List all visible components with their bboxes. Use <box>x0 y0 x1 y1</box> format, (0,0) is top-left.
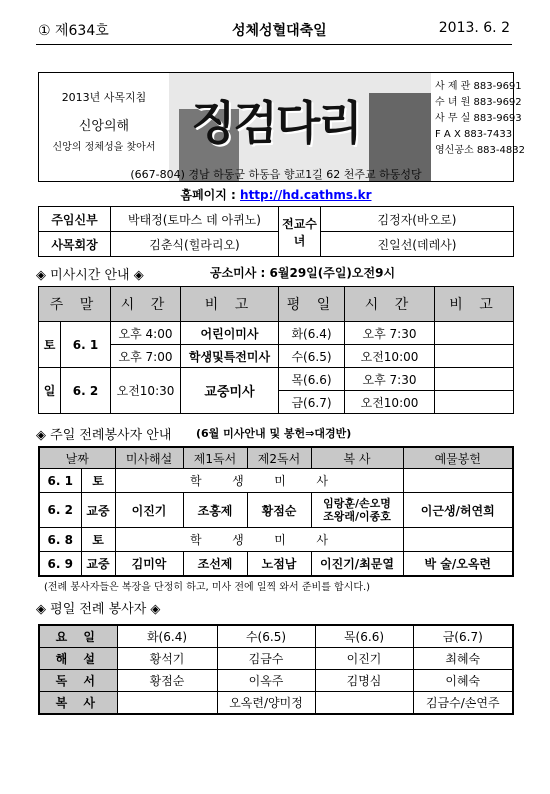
weekday-fri: 금(6.7) <box>279 391 345 414</box>
serve-row4-commentary: 김미악 <box>115 552 183 577</box>
header-note-2: 비 고 <box>435 287 514 322</box>
serve-header-date: 날짜 <box>39 447 115 469</box>
week-reading-wed: 이옥주 <box>217 670 315 692</box>
homepage-line <box>38 186 514 203</box>
week-row-commentary-label: 해 설 <box>39 648 117 670</box>
weekday-wed: 수(6.5) <box>279 345 345 368</box>
sat-note-2: 학생및특전미사 <box>181 345 279 368</box>
weekday-thu: 목(6.6) <box>279 368 345 391</box>
week-reading-tue: 황점순 <box>117 670 217 692</box>
serve-row2-reading2: 황점순 <box>247 493 311 528</box>
newsletter-banner <box>169 73 431 181</box>
serve-header-altar: 복 사 <box>311 447 403 469</box>
weekday-tue-time: 오후 7:30 <box>345 322 435 345</box>
newsletter-title: 징검다리 <box>191 96 361 150</box>
serve-row4-offering: 박 술/오옥련 <box>403 552 513 577</box>
weekday-thu-time: 오후 7:30 <box>345 368 435 391</box>
header-weekday: 평 일 <box>279 287 345 322</box>
week-row-altar-label: 복 사 <box>39 692 117 715</box>
serve-row3-merged: 학 생 미 사 <box>115 528 403 552</box>
council-label: 사목회장 <box>39 232 111 257</box>
sun-note: 교중미사 <box>181 368 279 414</box>
sat-date: 6. 1 <box>61 322 111 368</box>
motto-box <box>39 73 170 181</box>
serve-row1-type: 토 <box>81 469 115 493</box>
week-commentary-fri: 최혜숙 <box>413 648 513 670</box>
council-name: 김춘식(힐라리오) <box>111 232 279 257</box>
week-header-day: 요 일 <box>39 625 117 648</box>
weekday-fri-note <box>435 391 514 414</box>
serve-row3-type: 토 <box>81 528 115 552</box>
mission-mass-notice: 공소미사 : 6월29일(주일)오전9시 <box>210 266 396 280</box>
serve-row1-offering <box>403 469 513 493</box>
serve-row2-reading1: 조홍제 <box>183 493 247 528</box>
serve-row1-merged: 학 생 미 사 <box>115 469 403 493</box>
serve-header-commentary: 미사해설 <box>115 447 183 469</box>
mass-section-title: ◈ 미사시간 안내 ◈ <box>36 268 144 283</box>
staff-table <box>38 206 514 257</box>
serve-section-title: ◈ 주일 전례봉사자 안내 <box>36 428 172 443</box>
mass-schedule-table <box>38 286 514 414</box>
weekday-wed-note <box>435 345 514 368</box>
weekday-tue-note <box>435 322 514 345</box>
header-time: 시 간 <box>111 287 181 322</box>
motto-sub: 신앙의 정체성을 찾아서 <box>52 142 156 153</box>
contact-fax: F A X 883-7433 <box>435 129 513 140</box>
weekday-wed-time: 오전10:00 <box>345 345 435 368</box>
sat-time-2: 오후 7:00 <box>111 345 181 368</box>
pastor-label: 주임신부 <box>39 207 111 232</box>
church-address: (667-804) 경남 하동군 하동읍 향교1길 62 천주교 하동성당 <box>130 168 422 181</box>
contact-office: 사 무 실 883-9693 <box>435 113 522 124</box>
pastor-name: 박태정(토마스 데 아퀴노) <box>111 207 279 232</box>
sat-day: 토 <box>39 322 61 368</box>
week-header-fri: 금(6.7) <box>413 625 513 648</box>
weekday-tue: 화(6.4) <box>279 322 345 345</box>
sun-time: 오전10:30 <box>111 368 181 414</box>
week-header-thu: 목(6.6) <box>315 625 413 648</box>
serve-note: (전례 봉사자들은 복장을 단정히 하고, 미사 전에 일찍 와서 준비를 합시다.) <box>44 582 371 593</box>
week-altar-tue <box>117 692 217 715</box>
sun-day: 일 <box>39 368 61 414</box>
serve-row4-reading1: 조선제 <box>183 552 247 577</box>
sat-time-1: 오후 4:00 <box>111 322 181 345</box>
serve-row1-date: 6. 1 <box>39 469 81 493</box>
serve-header-reading1: 제1독서 <box>183 447 247 469</box>
week-commentary-tue: 황석기 <box>117 648 217 670</box>
nun-label: 전교수녀 <box>279 207 321 257</box>
header-time-2: 시 간 <box>345 287 435 322</box>
contact-rectory: 사 제 관 883-9691 <box>435 81 522 92</box>
week-reading-fri: 이혜숙 <box>413 670 513 692</box>
week-altar-wed: 오옥련/양미정 <box>217 692 315 715</box>
week-header-tue: 화(6.4) <box>117 625 217 648</box>
weekday-thu-note <box>435 368 514 391</box>
weekday-fri-time: 오전10:00 <box>345 391 435 414</box>
motto-main: 신앙의해 <box>78 119 130 134</box>
week-altar-thu <box>315 692 413 715</box>
week-commentary-wed: 김금수 <box>217 648 315 670</box>
serve-header-offering: 예물봉헌 <box>403 447 513 469</box>
sunday-servers-table <box>38 446 514 577</box>
contact-mission: 영신공소 883-4832 <box>435 145 525 156</box>
serve-row2-type: 교중 <box>81 493 115 528</box>
week-commentary-thu: 이진기 <box>315 648 413 670</box>
nun-name-2: 진일선(데레사) <box>321 232 514 257</box>
homepage-label: 홈페이지 : <box>180 188 236 202</box>
issue-date: 2013. 6. 2 <box>438 20 510 36</box>
top-line <box>36 18 512 45</box>
nun-name-1: 김정자(바오로) <box>321 207 514 232</box>
serve-row4-date: 6. 9 <box>39 552 81 577</box>
serve-row4-altar: 이진기/최문열 <box>311 552 403 577</box>
sun-date: 6. 2 <box>61 368 111 414</box>
contact-list <box>435 79 525 159</box>
feast-title: 성체성혈대축일 <box>232 23 327 39</box>
contact-convent: 수 녀 원 883-9692 <box>435 97 522 108</box>
issue-number: ① 제634호 <box>38 23 109 39</box>
homepage-link[interactable]: http://hd.cathms.kr <box>240 188 372 202</box>
motto-year: 2013년 사목지침 <box>61 91 147 104</box>
serve-row2-altar: 임랑훈/손오명 조왕래/이종호 <box>311 493 403 528</box>
serve-row2-offering: 이근생/허연희 <box>403 493 513 528</box>
week-header-wed: 수(6.5) <box>217 625 315 648</box>
week-altar-fri: 김금수/손연주 <box>413 692 513 715</box>
serve-row4-reading2: 노점남 <box>247 552 311 577</box>
serve-row3-date: 6. 8 <box>39 528 81 552</box>
weekday-servers-table <box>38 624 514 715</box>
week-row-reading-label: 독 서 <box>39 670 117 692</box>
sat-note-1: 어린이미사 <box>181 322 279 345</box>
serve-row4-type: 교중 <box>81 552 115 577</box>
header-note: 비 고 <box>181 287 279 322</box>
serve-section-notice: (6월 미사안내 및 봉헌⇒대경반) <box>196 427 352 440</box>
week-reading-thu: 김명심 <box>315 670 413 692</box>
serve-row2-commentary: 이진기 <box>115 493 183 528</box>
serve-row2-date: 6. 2 <box>39 493 81 528</box>
serve-row3-offering <box>403 528 513 552</box>
weekday-section-title: ◈ 평일 전례 봉사자 ◈ <box>36 602 161 617</box>
serve-header-reading2: 제2독서 <box>247 447 311 469</box>
header-weekend: 주 말 <box>39 287 111 322</box>
